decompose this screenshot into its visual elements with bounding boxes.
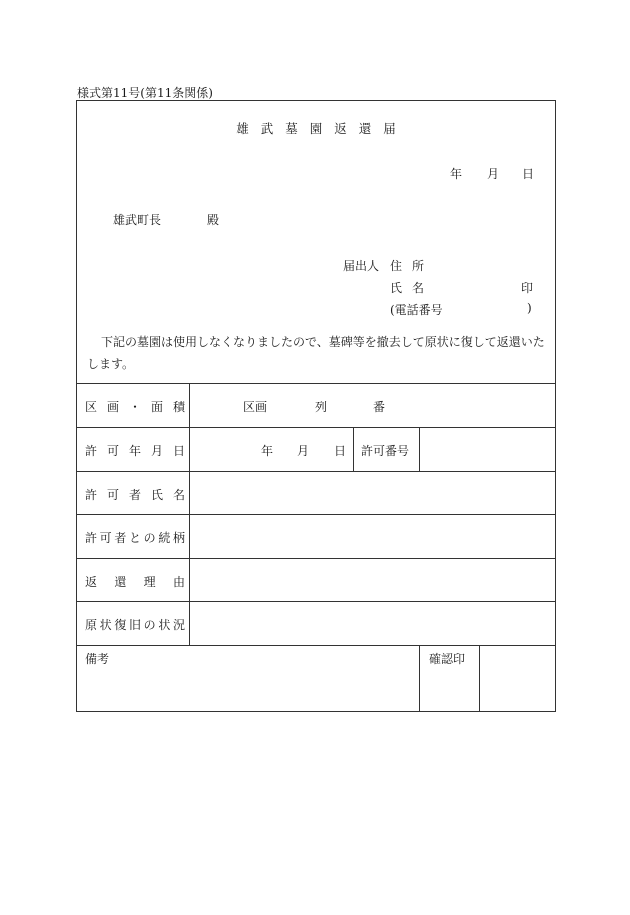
row-label-permit-date: 許可年月日: [85, 444, 185, 458]
statement-line-2: します。: [87, 357, 135, 371]
row-label-restoration: 原状復旧の状況: [85, 618, 185, 632]
plot-number-label: 番: [373, 400, 386, 414]
date-year-label: 年: [450, 167, 463, 181]
remarks-label: 備考: [85, 652, 110, 666]
permit-number-label-divider: [353, 427, 354, 471]
permit-number-value-divider: [419, 427, 420, 471]
addressee-mayor: 雄武町長: [113, 213, 162, 227]
phone-close-paren: ): [527, 301, 532, 315]
permit-year-label: 年: [261, 444, 274, 458]
phone-label: (電話番号: [390, 303, 443, 317]
table-divider: [77, 601, 555, 602]
name-label: 氏名: [390, 281, 435, 295]
permit-number-label: 許可番号: [361, 444, 410, 458]
row-label-permit-holder: 許可者氏名: [85, 488, 185, 502]
table-divider: [77, 514, 555, 515]
confirmation-seal-label: 確認印: [429, 652, 466, 666]
permit-day-label: 日: [334, 444, 347, 458]
statement-line-1: 下記の墓園は使用しなくなりましたので、墓碑等を撤去して原状に復して返還いた: [101, 335, 545, 349]
form-title: 雄武墓園返還届: [236, 121, 408, 136]
table-divider: [77, 471, 555, 472]
table-divider: [77, 645, 555, 646]
date-month-label: 月: [487, 167, 500, 181]
confirm-seal-divider: [479, 645, 480, 712]
label-column-divider: [189, 383, 190, 645]
form-number-label: 様式第11号(第11条関係): [77, 86, 213, 100]
row-label-plot-area: 区画・面積: [85, 400, 185, 414]
address-label: 住所: [390, 259, 435, 273]
row-label-relationship: 許可者との続柄: [85, 531, 185, 545]
date-day-label: 日: [522, 167, 535, 181]
permit-month-label: 月: [297, 444, 310, 458]
addressee-honorific: 殿: [207, 213, 220, 227]
form-frame: [76, 100, 556, 712]
row-label-return-reason: 返還理由: [85, 575, 185, 589]
seal-label: 印: [521, 281, 534, 295]
applicant-label: 届出人: [343, 259, 380, 273]
table-divider: [77, 427, 555, 428]
plot-row-label: 列: [315, 400, 328, 414]
plot-section-label: 区画: [243, 400, 268, 414]
remarks-divider: [419, 645, 420, 712]
table-divider: [77, 558, 555, 559]
table-top-border: [77, 383, 555, 384]
